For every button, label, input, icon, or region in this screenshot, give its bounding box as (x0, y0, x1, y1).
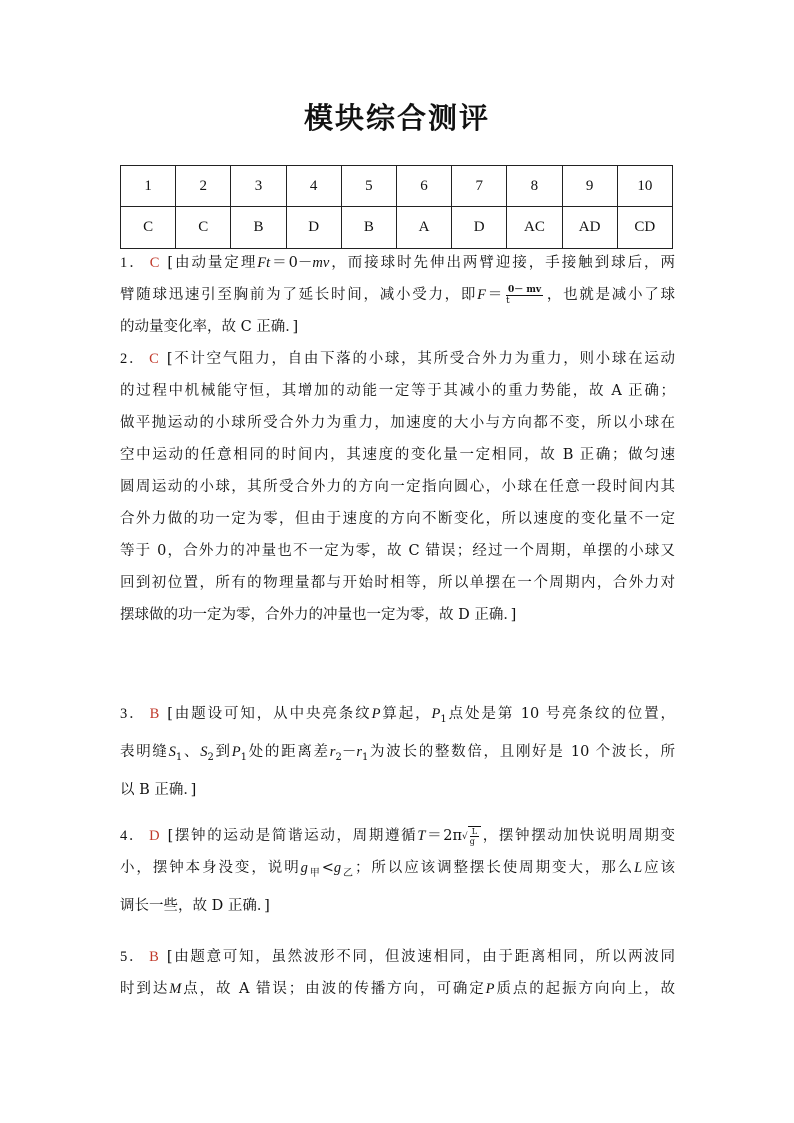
text: g (300, 860, 308, 876)
text: 1 (361, 751, 369, 763)
text: ＝0－ (270, 255, 313, 271)
text: L (634, 860, 643, 876)
question-number: 2． (120, 351, 146, 367)
text: 臂随球迅速引至胸前为了延长时间，减小受力，即 (120, 287, 478, 303)
text: 应该 (642, 860, 676, 876)
text: 圆周运动的小球，其所受合外力的方向一定指向圆心，小球在任意一段时间内其 (120, 479, 675, 495)
text: [由题设可知，从中央亮条纹 (167, 706, 372, 722)
text: 的动量变化率，故 C 正确．] (120, 319, 299, 335)
text: 回到初位置，所有的物理量都与开始时相等，所以单摆在一个周期内，合外力对 (120, 575, 675, 591)
fraction-numerator: L (471, 827, 478, 836)
text: 小，摆钟本身没变，说明 (120, 860, 301, 876)
text: [由题意可知，虽然波形不同，但波速相同，由于距离相同，所以两波同 (166, 949, 676, 965)
text: P (231, 743, 241, 760)
text: F (477, 287, 487, 303)
text: < (321, 860, 334, 876)
explanation-q2 (120, 343, 675, 631)
text: 算起， (380, 706, 432, 722)
text: 空中运动的任意相同的时间内，其速度的变化量一定相同，故 B 正确；做匀速 (120, 447, 675, 463)
explanation-q3 (120, 698, 675, 806)
answer-cell: B (231, 207, 286, 249)
text: 的过程中机械能守恒，其增加的动能一定等于其减小的重力势能，故 A 正确； (120, 383, 675, 399)
text: 1 (240, 751, 247, 763)
text: P (485, 981, 495, 997)
answer-table-answer-row (121, 207, 673, 249)
text: 摆球做的功一定为零，合外力的冲量也一定为零，故 D 正确．] (120, 607, 517, 623)
answer-table (120, 165, 673, 249)
text: Ft (257, 255, 271, 271)
text: ，而接球时先伸出两臂迎接，手接触到球后，两 (329, 255, 675, 271)
text: 1 (175, 751, 183, 763)
answer-cell: B (341, 207, 396, 249)
text: [由动量定理 (167, 255, 258, 271)
text: 合外力做的功一定为零，但由于速度的方向不断变化，所以速度的变化量不一定 (120, 511, 675, 527)
question-number-cell: 9 (562, 166, 617, 207)
text: 、 (182, 743, 201, 760)
question-number-cell: 2 (176, 166, 231, 207)
fraction-numerator: 0－ mv (507, 284, 542, 295)
question-number: 1． (120, 255, 146, 271)
question-number-cell: 3 (231, 166, 286, 207)
text: 2 (335, 751, 342, 763)
text: 2 (207, 751, 214, 763)
text: 甲 (307, 867, 322, 879)
text: r (329, 743, 336, 760)
text: 到 (213, 743, 232, 760)
text: 乙 (341, 867, 355, 879)
text: [不计空气阻力，自由下落的小球，其所受合外力为重力，则小球在运动 (166, 351, 676, 367)
text: 时到达 (120, 981, 170, 997)
text: r (356, 743, 362, 760)
answer-letter: B (149, 949, 159, 965)
text: 点，故 A 错误；由波的传播方向，可确定 (181, 981, 486, 997)
explanation-q5 (120, 941, 675, 1005)
text: [摆钟的运动是简谐运动，周期遵循 (167, 828, 418, 844)
answer-letter: D (149, 828, 160, 844)
text: 做平抛运动的小球所受合外力为重力，加速度的大小与方向都不变，所以小球在 (120, 415, 675, 431)
explanation-q1 (120, 247, 675, 343)
text: S (200, 743, 208, 760)
fraction-denominator: t (505, 295, 510, 306)
text: 以 B 正确．] (120, 781, 197, 798)
text: ＝ (486, 287, 504, 303)
text: － (341, 743, 357, 760)
text: ＝2π (425, 828, 462, 844)
question-number-cell: 8 (507, 166, 562, 207)
text: T (417, 828, 426, 844)
text: P (371, 706, 381, 722)
answer-cell: D (452, 207, 507, 249)
text: ，摆钟摆动加快说明周期变 (481, 828, 676, 844)
text: 处的距离差 (247, 743, 330, 760)
text: ，也就是减小了球 (545, 287, 676, 303)
text: 为波长的整数倍，且刚好是 10 个波长，所 (368, 743, 676, 760)
fraction (506, 285, 543, 306)
question-number: 5． (120, 949, 146, 965)
question-number: 4． (120, 828, 146, 844)
question-number: 3． (120, 706, 146, 722)
text: 等于 0，合外力的冲量也不一定为零，故 C 错误；经过一个周期，单摆的小球又 (120, 543, 675, 559)
answer-letter: C (149, 351, 159, 367)
answer-letter: C (149, 255, 160, 271)
text: mv (312, 255, 330, 271)
answer-cell: AD (562, 207, 617, 249)
answer-table-number-row (121, 166, 673, 207)
answer-cell: D (286, 207, 341, 249)
text: 1 (440, 713, 447, 725)
question-number-cell: 5 (341, 166, 396, 207)
text: g (333, 860, 342, 876)
question-number-cell: 7 (452, 166, 507, 207)
answer-letter: B (149, 706, 160, 722)
answer-cell: C (121, 207, 176, 249)
text: ；所以应该调整摆长使周期变大，那么 (354, 860, 635, 876)
question-number-cell: 1 (121, 166, 176, 207)
text: 质点的起振方向向上，故 (494, 981, 676, 997)
question-number-cell: 10 (617, 166, 672, 207)
page-title: 模块综合测评 (303, 101, 490, 135)
text: M (169, 981, 182, 997)
answer-cell: AC (507, 207, 562, 249)
text: 点处是第 10 号亮条纹的位置， (446, 706, 676, 722)
fraction-denominator: g (469, 837, 475, 846)
text: S (168, 743, 176, 760)
text: P (431, 706, 441, 722)
question-number-cell: 6 (396, 166, 451, 207)
answer-cell: CD (617, 207, 672, 249)
answer-cell: A (396, 207, 451, 249)
square-root: √ $\frac{L}{g}$ (462, 826, 481, 846)
explanation-q4 (120, 820, 675, 922)
text: 表明缝 (120, 743, 169, 760)
text: 调长一些，故 D 正确．] (120, 897, 270, 914)
answer-cell: C (176, 207, 231, 249)
question-number-cell: 4 (286, 166, 341, 207)
